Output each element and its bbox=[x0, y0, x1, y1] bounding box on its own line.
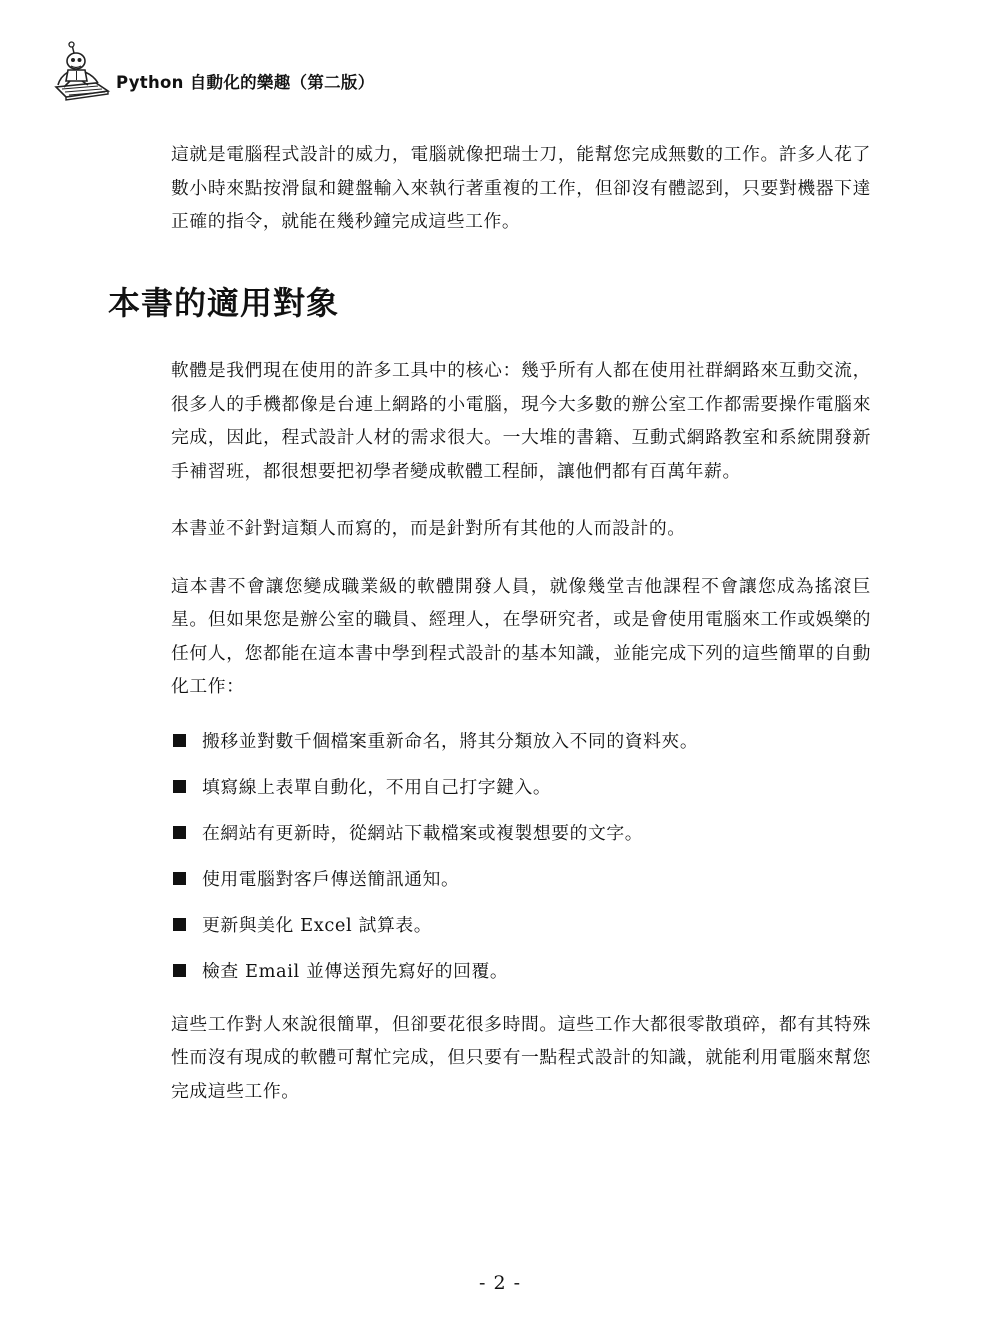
bullet-square-icon bbox=[173, 826, 186, 839]
section-heading: 本書的適用對象 bbox=[108, 284, 340, 322]
body-paragraph: 這本書不會讓您變成職業級的軟體開發人員，就像幾堂吉他課程不會讓您成為搖滾巨星。但如果您是辦公室的職員、經理人，在學研究者，或是會使用電腦來工作或娛樂的任何人，您都能在這本書中學到程式設計的基本知識，並能完成下列的這些簡單的自動化工作： bbox=[171, 575, 871, 697]
task-list bbox=[171, 718, 871, 994]
running-header bbox=[52, 40, 652, 104]
list-item-text: 更新與美化 Excel 試算表。 bbox=[202, 915, 433, 936]
bullet-square-icon bbox=[173, 918, 186, 931]
list-item-text: 填寫線上表單自動化，不用自己打字鍵入。 bbox=[202, 777, 552, 798]
page-number: - 2 - bbox=[478, 1272, 521, 1294]
list-item bbox=[171, 810, 871, 856]
intro-paragraph: 這就是電腦程式設計的威力，電腦就像把瑞士刀，能幫您完成無數的工作。許多人花了數小時來點按滑鼠和鍵盤輸入來執行著重複的工作，但卻沒有體認到，只要對機器下達正確的指令，就能在幾秒鐘完成這些工作。 bbox=[171, 144, 871, 232]
list-item-text: 搬移並對數千個檔案重新命名，將其分類放入不同的資料夾。 bbox=[202, 731, 699, 752]
bullet-square-icon bbox=[173, 734, 186, 747]
body-paragraph: 軟體是我們現在使用的許多工具中的核心：幾乎所有人都在使用社群網路來互動交流，很多人的手機都像是台連上網路的小電腦，現今大多數的辦公室工作都需要操作電腦來完成，因此，程式設計人材的需求很大。一大堆的書籍、互動式網路教室和系統開發新手補習班，都很想要把初學者變成軟體工程師，讓他們都有百萬年薪。 bbox=[171, 360, 871, 482]
list-item-text: 檢查 Email 並傳送預先寫好的回覆。 bbox=[202, 961, 509, 982]
list-item bbox=[171, 764, 871, 810]
bullet-square-icon bbox=[173, 964, 186, 977]
list-item bbox=[171, 948, 871, 994]
body-paragraph: 本書並不針對這類人而寫的，而是針對所有其他的人而設計的。 bbox=[171, 518, 686, 539]
list-item bbox=[171, 718, 871, 764]
closing-paragraph: 這些工作對人來說很簡單，但卻要花很多時間。這些工作大都很零散瑣碎，都有其特殊性而沒有現成的軟體可幫忙完成，但只要有一點程式設計的知識，就能利用電腦來幫您完成這些工作。 bbox=[171, 1013, 871, 1102]
bullet-square-icon bbox=[173, 872, 186, 885]
section-body bbox=[171, 354, 871, 1108]
book-title: Python 自動化的樂趣（第二版） bbox=[116, 73, 375, 92]
list-item bbox=[171, 856, 871, 902]
list-item-text: 使用電腦對客戶傳送簡訊通知。 bbox=[202, 869, 460, 890]
list-item-text: 在網站有更新時，從網站下載檔案或複製想要的文字。 bbox=[202, 823, 644, 844]
robot-mascot-icon bbox=[52, 41, 112, 103]
bullet-square-icon bbox=[173, 780, 186, 793]
intro-section bbox=[171, 138, 871, 239]
list-item bbox=[171, 902, 871, 948]
